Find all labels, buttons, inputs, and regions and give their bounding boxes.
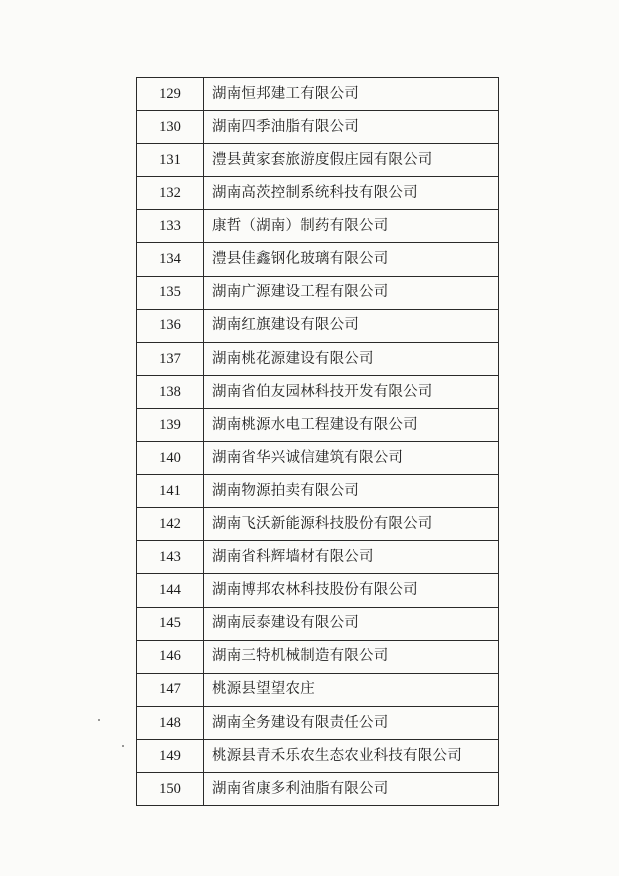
table-row <box>137 574 499 607</box>
row-number: 134 <box>137 243 204 276</box>
table-row <box>137 342 499 375</box>
row-number: 142 <box>137 508 204 541</box>
company-name: 湖南全务建设有限责任公司 <box>204 706 499 739</box>
row-number: 139 <box>137 408 204 441</box>
table-row <box>137 442 499 475</box>
company-name: 澧县佳鑫钢化玻璃有限公司 <box>204 243 499 276</box>
table-row <box>137 673 499 706</box>
table-row <box>137 309 499 342</box>
company-name: 湖南广源建设工程有限公司 <box>204 276 499 309</box>
company-name: 湖南红旗建设有限公司 <box>204 309 499 342</box>
company-name: 湖南桃源水电工程建设有限公司 <box>204 408 499 441</box>
row-number: 150 <box>137 772 204 805</box>
company-name: 湖南恒邦建工有限公司 <box>204 78 499 111</box>
table-row <box>137 276 499 309</box>
company-name: 湖南博邦农林科技股份有限公司 <box>204 574 499 607</box>
scan-speck <box>98 719 100 721</box>
row-number: 146 <box>137 640 204 673</box>
company-name: 湖南四季油脂有限公司 <box>204 111 499 144</box>
company-name: 康哲（湖南）制药有限公司 <box>204 210 499 243</box>
table-row <box>137 475 499 508</box>
row-number: 132 <box>137 177 204 210</box>
table-row <box>137 144 499 177</box>
table-row <box>137 375 499 408</box>
table-row <box>137 706 499 739</box>
table-row <box>137 607 499 640</box>
row-number: 141 <box>137 475 204 508</box>
company-list-table <box>136 77 499 806</box>
table-body <box>137 78 499 806</box>
table-row <box>137 772 499 805</box>
row-number: 147 <box>137 673 204 706</box>
company-name: 湖南辰泰建设有限公司 <box>204 607 499 640</box>
table-row <box>137 640 499 673</box>
row-number: 140 <box>137 442 204 475</box>
table-row <box>137 210 499 243</box>
company-name: 湖南省伯友园林科技开发有限公司 <box>204 375 499 408</box>
company-name: 湖南桃花源建设有限公司 <box>204 342 499 375</box>
row-number: 137 <box>137 342 204 375</box>
company-name: 湖南三特机械制造有限公司 <box>204 640 499 673</box>
company-name: 湖南飞沃新能源科技股份有限公司 <box>204 508 499 541</box>
table-row <box>137 111 499 144</box>
table-row <box>137 408 499 441</box>
table-row <box>137 243 499 276</box>
row-number: 129 <box>137 78 204 111</box>
company-name: 桃源县望望农庄 <box>204 673 499 706</box>
row-number: 143 <box>137 541 204 574</box>
row-number: 145 <box>137 607 204 640</box>
row-number: 138 <box>137 375 204 408</box>
row-number: 135 <box>137 276 204 309</box>
row-number: 144 <box>137 574 204 607</box>
table-row <box>137 739 499 772</box>
table-row <box>137 177 499 210</box>
row-number: 131 <box>137 144 204 177</box>
row-number: 130 <box>137 111 204 144</box>
company-name: 湖南省华兴诚信建筑有限公司 <box>204 442 499 475</box>
company-name: 湖南省康多利油脂有限公司 <box>204 772 499 805</box>
table-row <box>137 508 499 541</box>
row-number: 148 <box>137 706 204 739</box>
company-name: 澧县黄家套旅游度假庄园有限公司 <box>204 144 499 177</box>
row-number: 136 <box>137 309 204 342</box>
row-number: 149 <box>137 739 204 772</box>
row-number: 133 <box>137 210 204 243</box>
company-name: 湖南省科辉墙材有限公司 <box>204 541 499 574</box>
table-row <box>137 78 499 111</box>
company-name: 湖南高茨控制系统科技有限公司 <box>204 177 499 210</box>
scan-speck <box>122 745 124 747</box>
company-name: 湖南物源拍卖有限公司 <box>204 475 499 508</box>
company-name: 桃源县青禾乐农生态农业科技有限公司 <box>204 739 499 772</box>
table-row <box>137 541 499 574</box>
